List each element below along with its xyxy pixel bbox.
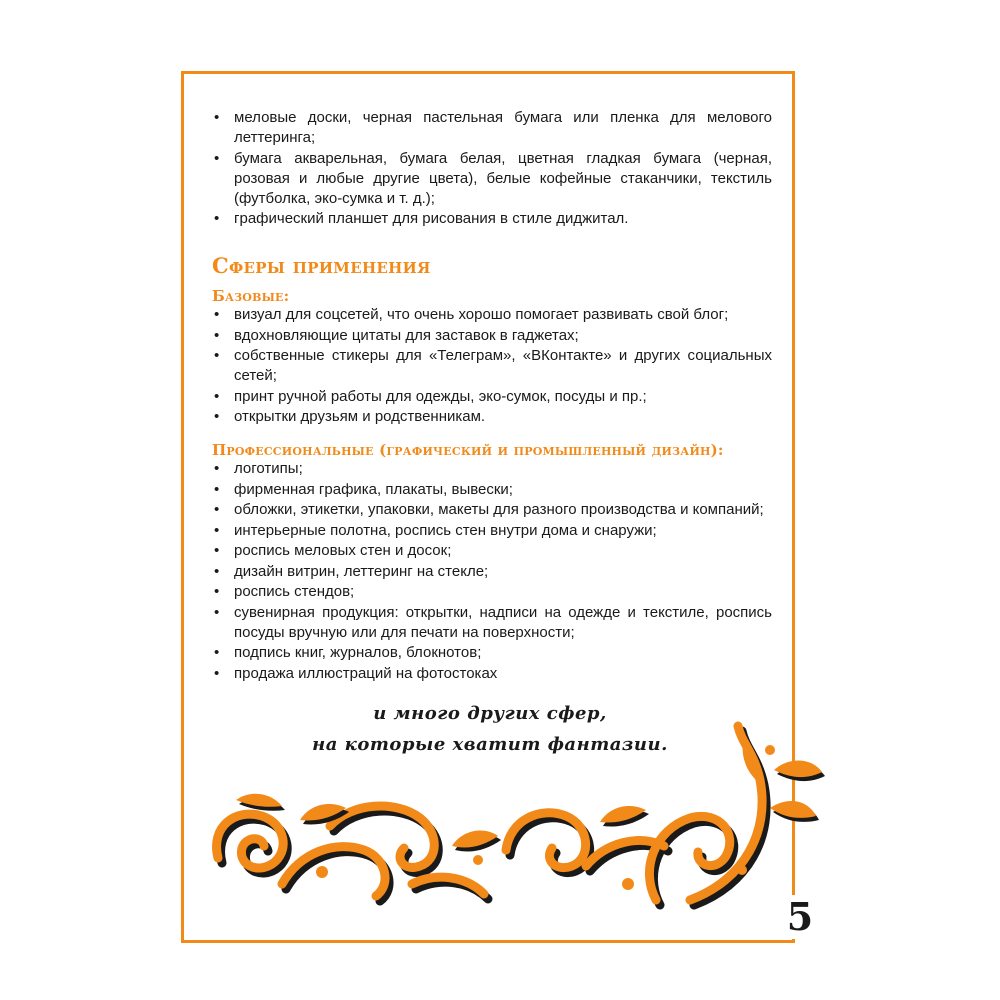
- list-item: • обложки, этикетки, упаковки, макеты для разного производства и компаний;: [212, 500, 772, 520]
- list-item: • графический планшет для рисования в стиле диджитал.: [212, 209, 772, 229]
- list-item: • роспись стендов;: [212, 582, 772, 602]
- list-item: • вдохновляющие цитаты для заставок в гаджетах;: [212, 326, 772, 346]
- closing-line-1: и много других сфер,: [373, 703, 607, 724]
- list-item: • продажа иллюстраций на фотостоках: [212, 664, 772, 684]
- page-number: 5: [775, 895, 825, 939]
- closing-line-2: на которые хватит фантазии.: [312, 734, 668, 755]
- list-item: • открытки друзьям и родственникам.: [212, 407, 772, 427]
- list-item: • принт ручной работы для одежды, эко-сумок, посуды и пр.;: [212, 387, 772, 407]
- list-item: • дизайн витрин, леттеринг на стекле;: [212, 562, 772, 582]
- list-item: • фирменная графика, плакаты, вывески;: [212, 480, 772, 500]
- section-title: Сферы применения: [212, 253, 431, 278]
- list-item: • собственные стикеры для «Телеграм», «ВКонтакте» и других социальных сетей;: [212, 346, 772, 386]
- list-item: • меловые доски, черная пастельная бумага или пленка для мелового леттеринга;: [212, 108, 772, 148]
- list-item: • сувенирная продукция: открытки, надписи на одежде и текстиле, роспись посуды вручную или для печати на поверхности;: [212, 603, 772, 643]
- professional-subhead: Профессиональные (графический и промышленный дизайн):: [212, 441, 724, 459]
- basic-subhead: Базовые:: [212, 287, 290, 305]
- list-item: • логотипы;: [212, 459, 772, 479]
- list-item: • визуал для соцсетей, что очень хорошо помогает развивать свой блог;: [212, 305, 772, 325]
- list-item: • интерьерные полотна, роспись стен внутри дома и снаружи;: [212, 521, 772, 541]
- list-item: • роспись меловых стен и досок;: [212, 541, 772, 561]
- list-item: • подпись книг, журналов, блокнотов;: [212, 643, 772, 663]
- list-item: • бумага акварельная, бумага белая, цветная гладкая бумага (черная, розовая и любые другие цвета), белые кофейные стаканчики, текстиль (футболка, эко-сумка и т. д.);: [212, 149, 772, 209]
